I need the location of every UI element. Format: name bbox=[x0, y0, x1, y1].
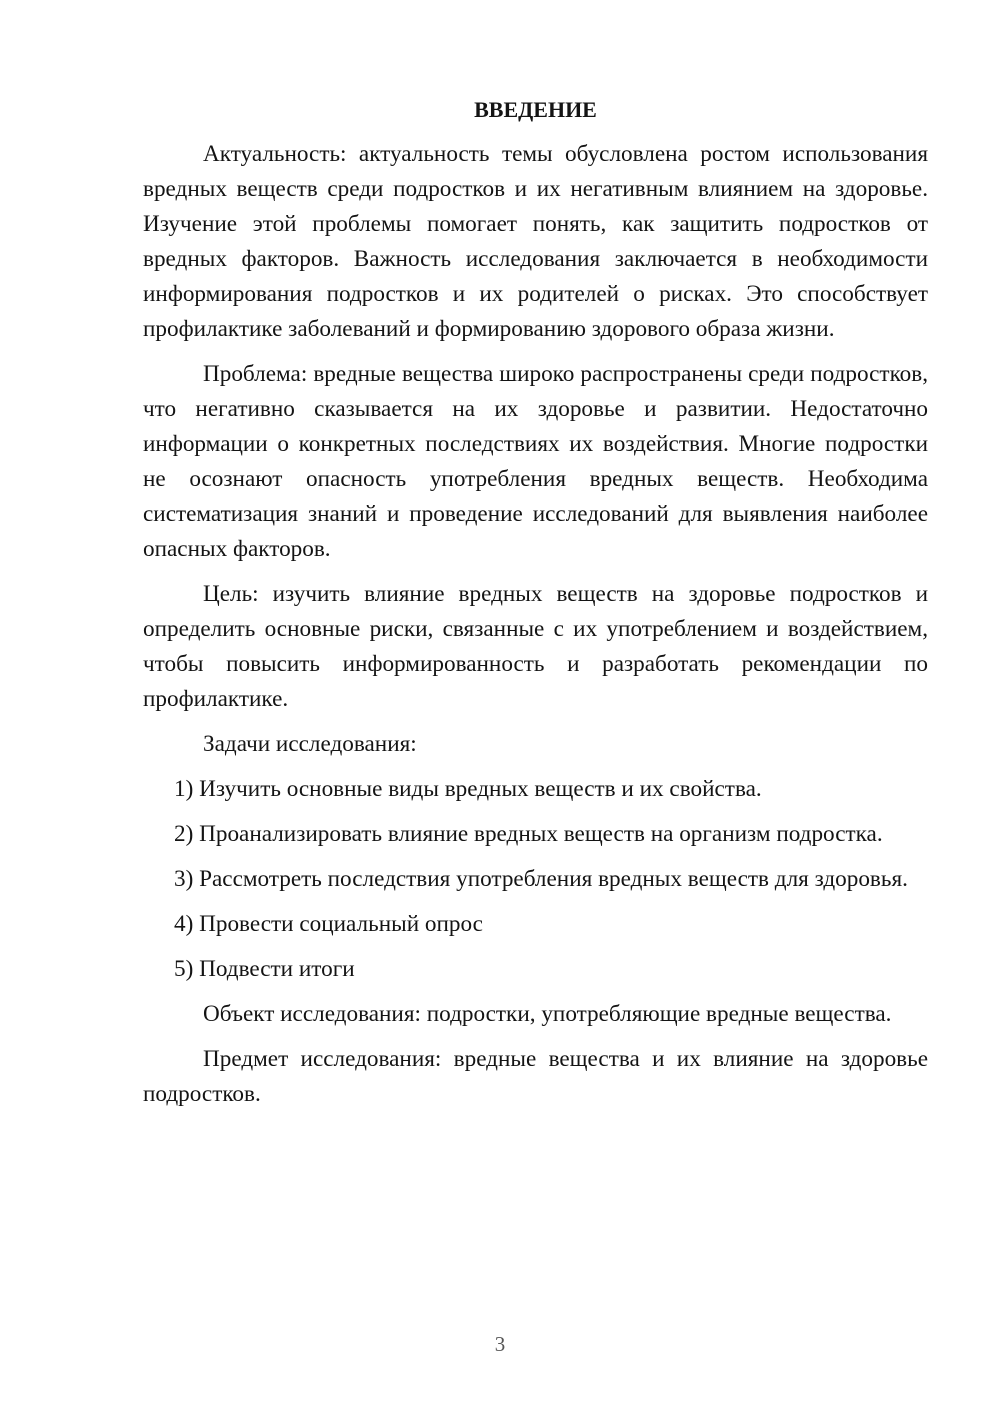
task-item-2: 2) Проанализировать влияние вредных веществ на организм подростка. bbox=[174, 821, 883, 847]
paragraph-subject: Предмет исследования: вредные вещества и их влияние на здоровье подростков. bbox=[143, 1046, 928, 1107]
paragraph-object: Объект исследования: подростки, употребляющие вредные вещества. bbox=[203, 1001, 892, 1027]
tasks-heading: Задачи исследования: bbox=[203, 731, 417, 757]
task-item-1: 1) Изучить основные виды вредных веществ и их свойства. bbox=[174, 776, 762, 802]
paragraph-relevance: Актуальность: актуальность темы обусловлена ростом использования вредных веществ среди подростков и их негативным влиянием на здоровье. Изучение этой проблемы помогает понять, как защитить подростков от вредных факторов. Важность исследования заключается в необходимости информирования подростков и их родителей о рисках. Это способствует профилактике заболеваний и формированию здорового образа жизни. bbox=[143, 141, 928, 342]
paragraph-problem: Проблема: вредные вещества широко распространены среди подростков, что негативно сказывается на их здоровье и развитии. Недостаточно информации о конкретных последствиях их воздействия. Многие подростки не осознают опасность употребления вредных веществ. Необходима систематизация знаний и проведение исследований для выявления наиболее опасных факторов. bbox=[143, 361, 928, 562]
task-item-3: 3) Рассмотреть последствия употребления вредных веществ для здоровья. bbox=[174, 866, 908, 892]
section-title: ВВЕДЕНИЕ bbox=[474, 97, 597, 122]
task-item-4: 4) Провести социальный опрос bbox=[174, 911, 483, 937]
task-item-5: 5) Подвести итоги bbox=[174, 956, 355, 982]
page-content bbox=[143, 92, 928, 1122]
paragraph-goal: Цель: изучить влияние вредных веществ на здоровье подростков и определить основные риски, связанные с их употреблением и воздействием, чтобы повысить информированность и разработать рекомендации по профилактике. bbox=[143, 581, 928, 712]
page-number: 3 bbox=[494, 1332, 506, 1356]
